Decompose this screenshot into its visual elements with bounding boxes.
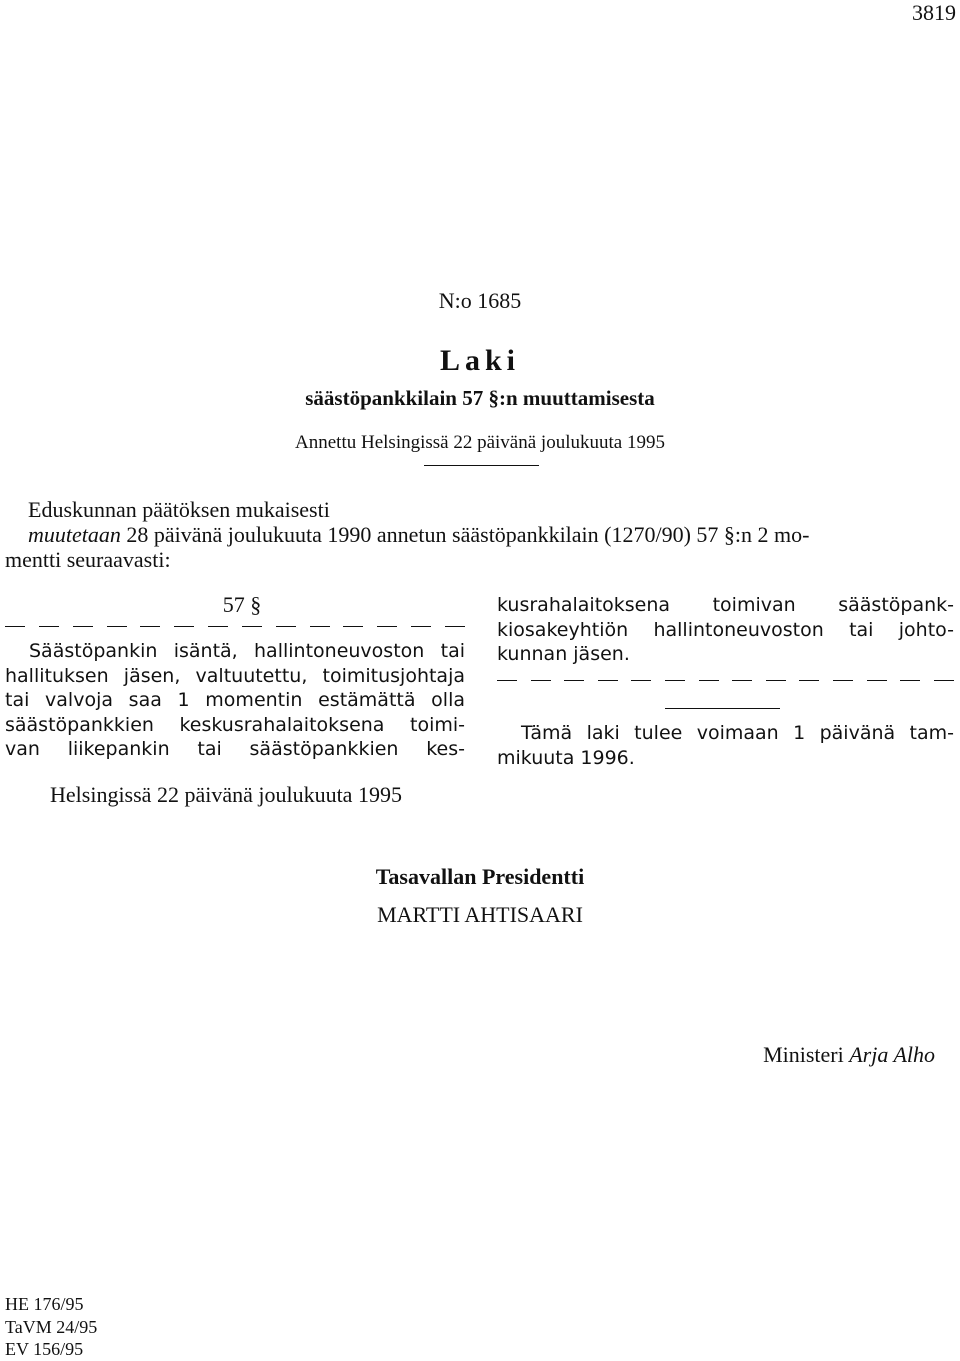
section-left-line: van liikepankin tai säästöpankkien kes- (5, 738, 465, 760)
reference-item: HE 176/95 (5, 1294, 84, 1314)
omission-dashes-left (5, 626, 465, 627)
preamble-line-3: mentti seuraavasti: (5, 547, 171, 572)
minister-name: Arja Alho (849, 1042, 935, 1067)
section-text-left (5, 639, 465, 762)
section-right-line: kunnan jäsen. (497, 643, 630, 665)
section-end-rule (665, 708, 780, 709)
entry-into-force-line: Tämä laki tulee voimaan 1 päivänä tam- (521, 722, 954, 744)
section-right-line: kusrahalaitoksena toimivan säästöpank- (497, 594, 954, 616)
amend-word: muutetaan (28, 522, 121, 547)
section-left-line: Säästöpankin isäntä, hallintoneuvoston tai (29, 640, 465, 662)
preamble-line-1: Eduskunnan päätöksen mukaisesti (28, 497, 330, 522)
section-right-line: kiosakeyhtiön hallintoneuvoston tai johto- (497, 618, 954, 641)
entry-into-force (497, 721, 954, 770)
section-mark: 57 § (222, 592, 262, 617)
page-number: 3819 (912, 0, 956, 25)
section-text-right (497, 593, 954, 667)
law-number: N:o 1685 (438, 288, 522, 313)
omission-dashes-right (497, 680, 954, 681)
law-title: Laki (439, 344, 521, 377)
entry-into-force-line: mikuuta 1996. (497, 746, 635, 769)
signing-place-date: Helsingissä 22 päivänä joulukuuta 1995 (50, 782, 402, 807)
reference-item: EV 156/95 (5, 1339, 84, 1359)
header-rule (424, 465, 539, 466)
president-name: MARTTI AHTISAARI (377, 902, 583, 927)
minister-signature (763, 1042, 935, 1068)
reference-item: TaVM 24/95 (5, 1316, 98, 1337)
preamble-line-2-rest: 28 päivänä joulukuuta 1990 annetun säästöpankkilain (1270/90) 57 §:n 2 mo- (120, 522, 810, 547)
minister-title: Ministeri (763, 1042, 844, 1067)
law-subtitle: säästöpankkilain 57 §:n muuttamisesta (305, 386, 655, 410)
section-left-line: säästöpankkien keskusrahalaitoksena toimi- (5, 713, 465, 736)
section-left-line: tai valvoja saa 1 momentin estämättä olla (5, 689, 465, 711)
given-date: Annettu Helsingissä 22 päivänä joulukuuta 1995 (295, 432, 665, 453)
president-title: Tasavallan Presidentti (375, 864, 585, 889)
references (5, 1293, 97, 1361)
section-left-line: hallituksen jäsen, valtuutettu, toimitusjohtaja (5, 664, 465, 687)
preamble-line-2 (28, 522, 810, 548)
